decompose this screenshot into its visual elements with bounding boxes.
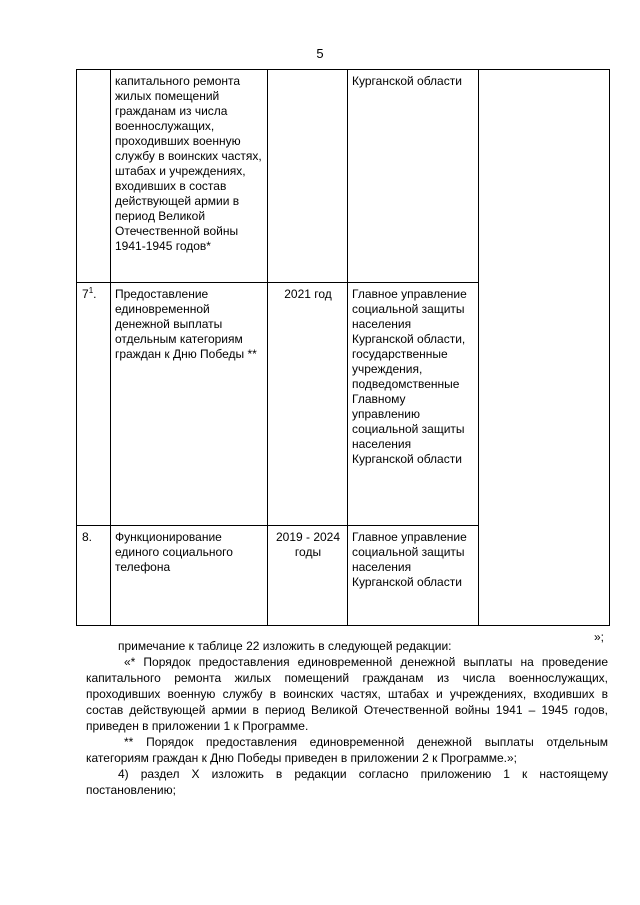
program-table: [76, 69, 610, 626]
row-number-cell: [77, 526, 111, 626]
paragraph-note-intro: примечание к таблице 22 изложить в следующей редакции:: [118, 639, 452, 653]
row-number: 7: [82, 287, 89, 301]
row-number: 8.: [82, 530, 93, 544]
empty-cell: [479, 70, 610, 626]
period-cell: [268, 283, 348, 526]
event-cell: [111, 526, 268, 626]
closing-quote: »;: [594, 630, 605, 644]
executor-cell: [348, 283, 479, 526]
table-row: [77, 70, 610, 283]
row-number-cell: [77, 283, 111, 526]
paragraph-section-x: 4) раздел X изложить в редакции согласно приложению 1 к настоящему постановлению;: [86, 767, 608, 797]
row-number-cell: [77, 70, 111, 283]
row-number-superscript: 1: [88, 286, 94, 295]
paragraph-footnote-1: «* Порядок предоставления единовременной денежной выплаты на проведение капитального ремонта жилых помещений гражданам из числа военнослужащих, проходивших военную службу в воинских частях, штабах и учреждениях, входивших в состав действующей армии в период Великой Отечественной войны 1941 – 1945 годов, приведен в приложении 1 к Программе.: [86, 655, 608, 733]
event-cell: [111, 283, 268, 526]
page-number: 5: [316, 46, 324, 61]
period-text: 2021 год: [284, 287, 332, 301]
amendment-text: [86, 638, 608, 798]
event-cell: [111, 70, 268, 283]
event-text: Функционирование единого социального телефона: [115, 530, 233, 574]
paragraph-footnote-2: ** Порядок предоставления единовременной денежной выплаты отдельным категориям граждан к Дню Победы приведен в приложении 2 к Программе.»;: [86, 735, 608, 765]
row-number-suffix: .: [93, 287, 97, 301]
event-text: капитального ремонта жилых помещений гражданам из числа военнослужащих, проходивших военную службу в воинских частях, штабах и учреждениях, входивших в состав действующей армии в период Великой Отечественной войны 1941-1945 годов*: [115, 74, 262, 253]
period-text: 2019 - 2024 годы: [275, 530, 341, 559]
executor-cell: [348, 526, 479, 626]
period-cell: [268, 70, 348, 283]
event-text: Предоставление единовременной денежной выплаты отдельным категориям граждан к Дню Победы **: [115, 287, 257, 361]
executor-text: Главное управление социальной защиты населения Курганской области, государственные учреждения, подведомственные Главному управлению социальной защиты населения Курганской области: [352, 287, 467, 466]
period-cell: [268, 526, 348, 626]
executor-text: Главное управление социальной защиты населения Курганской области: [352, 530, 467, 589]
executor-text: Курганской области: [352, 74, 462, 88]
executor-cell: [348, 70, 479, 283]
